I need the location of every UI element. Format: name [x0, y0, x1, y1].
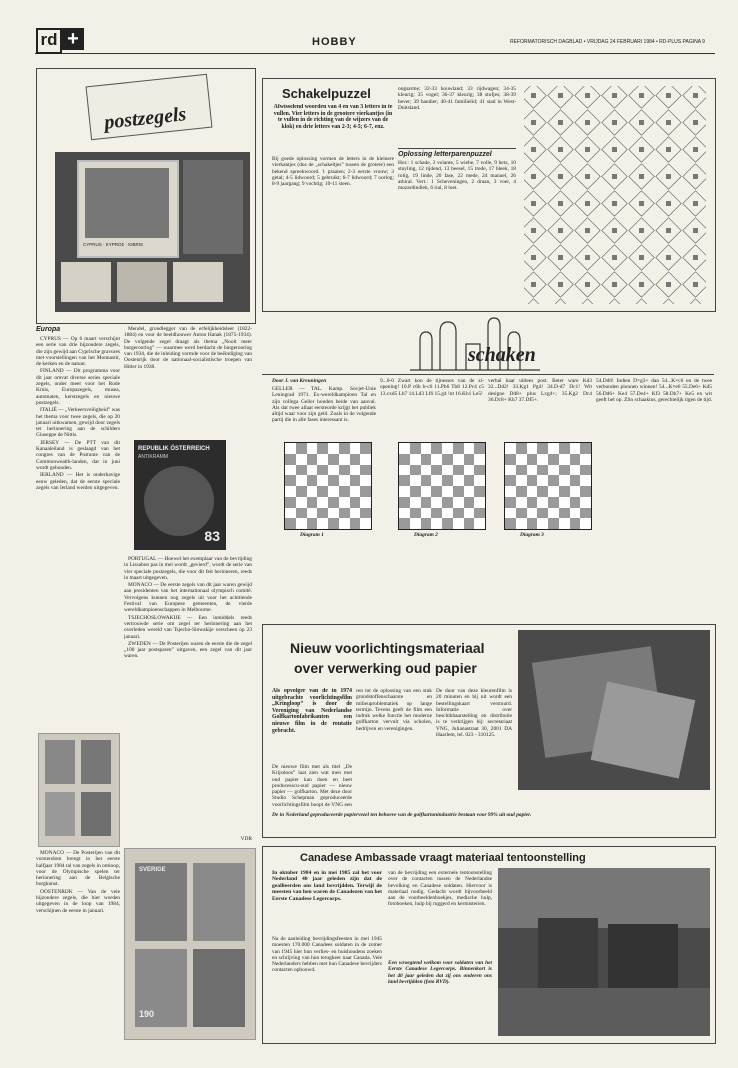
chess-square: [285, 475, 296, 486]
chess-square: [453, 454, 464, 465]
chess-square: [285, 454, 296, 465]
chess-square: [307, 497, 318, 508]
monaco-stamp-3: [45, 792, 75, 836]
chess-square: [516, 497, 527, 508]
chess-square: [559, 475, 570, 486]
chess-square: [431, 475, 442, 486]
chess-square: [580, 465, 591, 476]
europa-heading: Europa: [36, 326, 61, 333]
monaco-stamps: [38, 733, 120, 847]
chess-square: [453, 443, 464, 454]
sweden-stamp-4: [193, 949, 245, 1027]
chess-square: [328, 508, 339, 519]
chess-square: [570, 475, 581, 486]
chess-square: [464, 475, 475, 486]
diagram-3-caption: Diagram 3: [520, 532, 544, 538]
masthead-line: REFORMATORISCH DAGBLAD • VRIJDAG 24 FEBRUARI 1984 • RD-PLUS PAGINA 9: [510, 39, 705, 45]
chess-square: [505, 454, 516, 465]
chess-square: [537, 497, 548, 508]
austria-stamp-image: [144, 466, 214, 536]
chess-square: [442, 454, 453, 465]
chess-square: [505, 497, 516, 508]
chess-square: [527, 486, 538, 497]
chess-square: [399, 486, 410, 497]
monaco-stamp-4: [81, 792, 111, 836]
chess-square: [516, 508, 527, 519]
chess-square: [307, 486, 318, 497]
chess-square: [548, 454, 559, 465]
chess-square: [360, 454, 371, 465]
schaken-header: [350, 310, 590, 374]
chess-square: [285, 508, 296, 519]
chess-square: [431, 443, 442, 454]
chess-square: [410, 486, 421, 497]
chess-square: [537, 518, 548, 529]
chess-square: [548, 443, 559, 454]
canadese-lead: In oktober 1984 en in mei 1985 zal het voor Nederland 40 jaar geleden zijn dat de geallieerden ons land bevrijdden. Terwijl de meesten van hen waren de Canadezen van het Eerste Canadese Legercorps.: [272, 870, 382, 902]
stamp-small-1: [61, 262, 111, 302]
chess-square: [474, 486, 485, 497]
postzegels-col1_paras-paragraph: CYPRUS — Op 6 maart verschijnt een serie van drie bijzondere zegels, die zijn gewijd aan Cyprische gravures met voorstellingen van het Monnastir, de kerken en de natuur.: [36, 336, 120, 368]
chess-square: [350, 508, 361, 519]
chess-square: [296, 465, 307, 476]
chess-square: [296, 518, 307, 529]
sweden-stamp-3-value: 190: [139, 1009, 155, 1019]
chess-board-1: [284, 442, 372, 530]
chess-square: [559, 454, 570, 465]
chess-square: [442, 443, 453, 454]
chess-square: [548, 475, 559, 486]
chess-square: [317, 497, 328, 508]
chess-square: [559, 518, 570, 529]
chess-square: [442, 518, 453, 529]
chess-square: [548, 508, 559, 519]
diagram-1-caption: Diagram 1: [300, 532, 324, 538]
chess-square: [474, 475, 485, 486]
chess-square: [570, 486, 581, 497]
chess-square: [559, 443, 570, 454]
sweden-stamps: [124, 848, 256, 1040]
chess-square: [339, 508, 350, 519]
chess-square: [570, 508, 581, 519]
chess-square: [296, 443, 307, 454]
chess-square: [410, 454, 421, 465]
chess-square: [296, 497, 307, 508]
chess-square: [317, 486, 328, 497]
chess-square: [570, 518, 581, 529]
chess-square: [296, 508, 307, 519]
chess-square: [464, 497, 475, 508]
chess-square: [453, 497, 464, 508]
photo-sky: [498, 868, 710, 928]
chess-square: [537, 508, 548, 519]
chess-square: [474, 465, 485, 476]
postzegels-col1_paras-paragraph: JERSEY — De PTT van dit Kanaaleiland is geslaagd van het congres van de Postunie van de Commonwealth-landen, dat in juni wordt gehouden.: [36, 439, 120, 471]
chess-square: [410, 518, 421, 529]
chess-square: [328, 497, 339, 508]
chess-square: [474, 443, 485, 454]
chess-square: [410, 443, 421, 454]
chess-square: [516, 465, 527, 476]
cyprus-stamp-caption: CYPRUS · KYPROΣ · KIBRIS: [83, 242, 144, 247]
chess-square: [505, 443, 516, 454]
chess-square: [360, 475, 371, 486]
postzegels-col2b_paras-paragraph: PORTUGAL — Hoewel het exemplaar van de bevrijding in Lissabon pas in mei wordt „gevierd”, wordt de serie van vier speciale postzegels, die voor dit feit herinneren, reeds in maart uitgegeven.: [124, 556, 252, 581]
chess-square: [453, 475, 464, 486]
monaco-stamp-1: [45, 740, 75, 784]
chess-square: [399, 443, 410, 454]
chess-square: [360, 465, 371, 476]
chess-square: [505, 508, 516, 519]
stamp-sheet-photo: [55, 152, 250, 312]
chess-square: [360, 508, 371, 519]
postzegels-col2b_paras-paragraph: MONACO — De eerste zegels van dit jaar waren gewijd aan presidenten van het internationaal olympisch comité. Vervolgens kunnen nog zegels uit voor het achttiende Festival van Europese gemeenten, de vierde wereldkampioenschappen in Melbourne.: [124, 582, 252, 614]
chess-square: [350, 497, 361, 508]
chess-square: [548, 486, 559, 497]
chess-square: [307, 518, 318, 529]
sweden-stamp-1-label: SVERIGE: [139, 867, 166, 873]
chess-square: [285, 486, 296, 497]
chess-square: [328, 465, 339, 476]
chess-square: [548, 497, 559, 508]
chess-square: [474, 518, 485, 529]
chess-square: [360, 497, 371, 508]
paper-pile-photo: [518, 630, 710, 790]
chess-square: [421, 518, 432, 529]
chess-square: [505, 465, 516, 476]
schaken-title: schaken: [468, 344, 536, 366]
schakelpuzzel-body: Bij goede oplossing vormen de letters in de kleinere vierkantjes (dus de „schakeltjes” tussen de grotere) een bekend spreekwoord. 1 praalen; 2-3 eerste vrouw; 3 getal; 4-5 lidwoord; 5 gebruikt; 6-7 lidwoord; 7 oorlog; 8-9 jaargang; 9 vochtig; 10-11 steen.: [272, 156, 394, 188]
cyprus-stamp: [77, 160, 179, 258]
sweden-stamp-1: [135, 863, 187, 941]
chess-board-2: [398, 442, 486, 530]
chess-square: [399, 465, 410, 476]
austria-stamp-value: 83: [204, 528, 220, 544]
schakelpuzzel-title: Schakelpuzzel: [282, 86, 371, 101]
chess-square: [399, 518, 410, 529]
chess-square: [421, 497, 432, 508]
chess-square: [464, 465, 475, 476]
chess-square: [285, 465, 296, 476]
chess-square: [328, 443, 339, 454]
chess-square: [570, 443, 581, 454]
chess-square: [453, 518, 464, 529]
postzegels-title: postzegels: [103, 103, 188, 134]
chess-square: [516, 443, 527, 454]
canadese-column-2: van de bevrijding een externele tentoonstelling over de contacten tussen de Nederlandse bevolking en Canadese soldaten. Hiervoor is materiaal nodig. Gedacht wordt bijvoorbeeld aan de voorbeeldenboekjes, medische hulp, fotoboeken, hulp bij ruggerd en kermisterien.: [388, 870, 492, 908]
chess-square: [516, 475, 527, 486]
stamp-sheet-right: [183, 160, 243, 254]
postzegels-col1_paras-paragraph: ITALIË — „Verkeersveiligheid” was het thema voor twee zegels, die op 20 januari uitkwamen, gewijd door zegels ter herinnering aan de schilders Giuseppe de Nittis.: [36, 407, 120, 439]
chess-square: [307, 508, 318, 519]
chess-square: [431, 454, 442, 465]
photo-soldier-1: [538, 918, 598, 988]
logo-plus: +: [62, 28, 84, 50]
chess-square: [307, 443, 318, 454]
cyprus-stamp-image: [85, 168, 169, 238]
chess-square: [442, 508, 453, 519]
chess-square: [350, 454, 361, 465]
chess-square: [474, 454, 485, 465]
chess-square: [464, 518, 475, 529]
chess-square: [474, 508, 485, 519]
chess-square: [317, 443, 328, 454]
schaken-byline: Door J. van Kreuningen: [272, 378, 327, 384]
chess-square: [317, 508, 328, 519]
chess-square: [527, 454, 538, 465]
chess-square: [442, 486, 453, 497]
postzegels-column-1: [36, 336, 120, 726]
chess-square: [527, 518, 538, 529]
chess-square: [537, 465, 548, 476]
postzegels-col1b_paras-paragraph: MONACO — De Posterijen van dit vorstendom brengt in het eerste halfjaar 1984 tal van zegels in omloop, voor de Olympische spelen ter herinnering aan de Belgische borgkunst.: [36, 850, 120, 888]
chess-square: [527, 508, 538, 519]
chess-square: [339, 465, 350, 476]
chess-square: [580, 508, 591, 519]
chess-square: [580, 443, 591, 454]
austria-stamp-sub: ANTIKRAMM: [138, 454, 168, 460]
chess-square: [537, 475, 548, 486]
chess-square: [339, 454, 350, 465]
voorlichting-title-1: Nieuw voorlichtingsmateriaal: [290, 640, 485, 656]
chess-square: [350, 443, 361, 454]
postzegels-col1b_paras-paragraph: OOSTENRIJK — Van de vele bijzondere zegels, die hier worden uitgegeven in de loop van 1984, verschijnen de eerste in januari.: [36, 888, 120, 914]
diagram-2-caption: Diagram 2: [414, 532, 438, 538]
paper-pile-detail-2: [591, 682, 696, 779]
chess-square: [570, 465, 581, 476]
stamp-small-2: [117, 262, 167, 302]
chess-square: [421, 486, 432, 497]
chess-square: [570, 497, 581, 508]
chess-square: [527, 443, 538, 454]
postzegels-column-2b: [124, 556, 252, 834]
chess-square: [317, 465, 328, 476]
postzegels-column-1b: [36, 850, 120, 1040]
chess-square: [339, 443, 350, 454]
chess-square: [421, 454, 432, 465]
chess-square: [307, 475, 318, 486]
logo-rd: rd: [36, 28, 62, 54]
postzegels-column-2: [124, 326, 252, 434]
chess-square: [431, 518, 442, 529]
chess-square: [307, 454, 318, 465]
postzegels-signature: VDR: [240, 836, 252, 842]
chess-square: [548, 518, 559, 529]
chess-square: [328, 454, 339, 465]
schakelpuzzel-clues-2: ongsarme; 32-33 houwland; 33 rijdwagen; 34-35 kleurig; 35 vogel; 36-37 kleurig; 38 stofjes; 38-39 bever; 39 bandier; 40-41 familielid; 41 stad in West-Duitsland.: [398, 86, 516, 111]
chess-square: [453, 486, 464, 497]
chess-square: [410, 508, 421, 519]
chess-square: [296, 454, 307, 465]
chess-square: [516, 486, 527, 497]
chess-square: [505, 475, 516, 486]
chess-square: [537, 454, 548, 465]
chess-square: [410, 465, 421, 476]
chess-square: [431, 486, 442, 497]
schakelpuzzel-grid: [520, 82, 710, 308]
chess-square: [516, 454, 527, 465]
chess-square: [537, 443, 548, 454]
chess-square: [296, 486, 307, 497]
chess-square: [527, 497, 538, 508]
chess-square: [580, 497, 591, 508]
chess-square: [350, 475, 361, 486]
postzegels-col2_paras-paragraph: Mendel, grondlegger van de erfelijkheidsleer (1822-1884) en voor de beeldhouwer Anton Hanak (1875-1934). De volgende zegel draagt als thema „Nooit meer burgeroorlog” — waarmee werd herdacht de burgeroorlog van 1934, die de inleiding vormde voor de beëindiging van Oostenrijk door de nationaal-socialistische troepen van Hitler in 1938.: [124, 326, 252, 370]
chess-square: [399, 508, 410, 519]
schaken-rule: [262, 374, 714, 375]
stamp-small-3: [173, 262, 223, 302]
voorlichting-lead: Als opvolger van de in 1974 uitgebrachte voorlichtingsfilm „Kringloop” is door de Vereniging van Nederlandse Golfkartonfabrikanten een nieuwe film in de routatie gebracht.: [272, 688, 352, 734]
chess-square: [453, 508, 464, 519]
chess-square: [350, 465, 361, 476]
austria-stamp: [134, 440, 226, 550]
chess-square: [580, 518, 591, 529]
chess-square: [537, 486, 548, 497]
chess-square: [339, 497, 350, 508]
chess-square: [464, 508, 475, 519]
chess-square: [421, 475, 432, 486]
schaken-column-2: 9...0-0 Zwart kon de tijnesses van de zi-opening! 10.P c6b h-c6 11.Pb6 Tb8 12.Pc4 c5 13.cxd5 Lb7 14.Ld3 Lf6 15.g4 !nt 16.Kh1 Le5!: [380, 378, 484, 397]
chess-square: [360, 486, 371, 497]
canadese-column-1: Na de aanleiding bevrijdingsfeesten in mei 1945 moesten 170.000 Canadees soldaten in de zomer van 1945 hier hun verlies- en huishoudens zoeken en schrijving van hun terugkeer naar Canada. Vele Nederlanders hebben met hun Canadese bevrijders contacten opbouwd.: [272, 936, 382, 974]
chess-square: [360, 443, 371, 454]
chess-square: [431, 508, 442, 519]
schakelpuzzel-intro: Afwisselend woorden van 4 en van 3 letters in te vullen. Vier letters in de grootere vierkantjes (in te vullen in de richting van de wijzers van de klok) en drie letters van 2-3; 4-5; 6-7, enz.: [273, 104, 393, 130]
monaco-stamp-2: [81, 740, 111, 784]
chess-square: [464, 443, 475, 454]
chess-square: [570, 454, 581, 465]
photo-crowd: [498, 988, 710, 1036]
chess-square: [399, 454, 410, 465]
schaken-column-3: verbal haar uitlees post. Beter ware Kd3 32...Dd2! 33.Kg1 Pg4! 34.D-d7 Dc1! Wit designe Dd8+ plus Lxg4+; 35.Kg2 Dc4 36.Dc8+ Kh7 37.Df5+.: [488, 378, 592, 403]
postzegels-col1_paras-paragraph: FINLAND — Dit programma voor dit jaar omvat diverse series speciale zegels, onder meer voor het Rode Kruis, Europazegels, musea, automaten, kerstzegels en nieuwe postzegels.: [36, 368, 120, 406]
schaken-column-1: GELLER — TAL. Kamp. Sovjet-Unie Leningrad 1971. Ex-wereldkampioen Tal en zijn collega Geller houden beide van aanval. Als dat twee allaat eersteorde krijgt het publiek altijd waar voor zijn geld. Zoals in de volgende partij die in alle fases interessant is.: [272, 386, 376, 424]
chess-square: [474, 497, 485, 508]
canadese-photo-caption: Een wroegtend welkom voor soldaten van het Eerste Canadese Legercorps. Binnenkort is het 40 jaar geleden dat zij ons onderen ons land bevrijdden (foto RVD).: [388, 960, 492, 985]
chess-square: [527, 475, 538, 486]
chess-square: [548, 465, 559, 476]
chess-square: [421, 465, 432, 476]
section-title: HOBBY: [312, 36, 357, 48]
chess-square: [339, 518, 350, 529]
chess-square: [431, 497, 442, 508]
voorlichting-column-2: ren tot de oplossing van een stuk grondstoffenschaarste en milieuproblematiek op lange termijn. Tevens geeft de film een indruk welke functie het moderne golfkarton vervult via scholen, bedrijven en verenigingen.: [356, 688, 432, 732]
chess-square: [339, 486, 350, 497]
voorlichting-column-3: De duur van deze kleurenfilm is 20 minuten en bij uit wordt een bestellingskaart verstuurd. Informatie over beschikbaarstelling en distributie is te verkrijgen bij: secretariaat VNG, Julianastraat 30, 2001 DA Haarlem, tel. 023 - 310125.: [436, 688, 512, 739]
chess-square: [317, 454, 328, 465]
canadian-soldiers-photo: [498, 868, 710, 1036]
chess-square: [307, 465, 318, 476]
rd-plus-logo: [36, 28, 88, 50]
voorlichting-caption: De in Nederland geproduceerde papiervezel ten behoeve van de golfkartonindustrie bestaan voor 99% uit oud papier.: [272, 812, 532, 818]
chess-square: [285, 443, 296, 454]
chess-square: [580, 475, 591, 486]
chess-square: [559, 465, 570, 476]
chess-square: [410, 475, 421, 486]
voorlichting-column-1: De nieuwe film met als titel „De Krijsdoos” laat zien wat men met oud papier kan doen en heet producesscu-oud papier — nieuw papier — golfkarton. Met deze door Studio Schepman geproduceerde voorlichtingsfilm hoopt de VNG een: [272, 764, 352, 808]
chess-square: [410, 497, 421, 508]
chess-square: [464, 486, 475, 497]
schaken-column-4: 54.Dd6! Indien D×g3+ dan 54...K×c6 en de twee verbonden pionnen winnen! 54...K×e6 55.De6+ Kd5 56.Dd6+ Ke4 57.De4+ Kf3 58.Dh7+ Ke5 en wit geeft het op. Zlin schaakius, gerechtelijk tigen de tijd.: [596, 378, 712, 403]
chess-square: [317, 518, 328, 529]
chess-square: [559, 497, 570, 508]
chess-square: [559, 486, 570, 497]
chess-square: [360, 518, 371, 529]
chess-square: [328, 486, 339, 497]
chess-square: [350, 486, 361, 497]
chess-square: [580, 486, 591, 497]
oplossing-title: Oplossing letterparenpuzzel: [398, 148, 516, 158]
sweden-stamp-2: [193, 863, 245, 941]
voorlichting-title-2: over verwerking oud papier: [294, 660, 477, 676]
chess-square: [453, 465, 464, 476]
chess-square: [442, 497, 453, 508]
chess-square: [317, 475, 328, 486]
sweden-stamp-3: [135, 949, 187, 1027]
chess-square: [285, 497, 296, 508]
chess-square: [399, 497, 410, 508]
austria-stamp-label: REPUBLIK ÖSTERREICH: [138, 446, 210, 452]
chess-square: [339, 475, 350, 486]
chess-square: [442, 475, 453, 486]
chess-square: [399, 475, 410, 486]
chess-square: [350, 518, 361, 529]
postzegels-col2b_paras-paragraph: ZWEDEN — De Posterijen waren de eerste die de zegel „100 jaar postsparen” uitgaven, een zegel van dit jaar waren.: [124, 640, 252, 660]
chess-square: [296, 475, 307, 486]
postzegels-col2b_paras-paragraph: TSJECHOSLOWAKIJE — Een inmiddels reeds vertrouwde serie om zegel ter herinnering aan het overleden wereld van Tsjecho-Slowakije verscheen op 23 januari.: [124, 614, 252, 640]
chess-square: [431, 465, 442, 476]
chess-square: [421, 443, 432, 454]
chess-square: [464, 454, 475, 465]
postzegels-col1_paras-paragraph: IERLAND — Het is onderhavige eeuw geleden, dat de eerste speciale zegels van Ierland werden uitgegeven.: [36, 472, 120, 491]
chess-square: [516, 518, 527, 529]
chess-board-3: [504, 442, 592, 530]
chess-square: [527, 465, 538, 476]
chess-square: [505, 486, 516, 497]
chess-square: [421, 508, 432, 519]
chess-square: [328, 475, 339, 486]
chess-square: [559, 508, 570, 519]
chess-square: [328, 518, 339, 529]
chess-square: [285, 518, 296, 529]
oplossing-text: Hor.: 1 schade, 3 volante, 5 wiebe, 7 volle, 9 hetz, 10 stuyling, 12 rijdend, 13 beesel, 15 trede, 17 bleek, 18 rolig, 19 linde, 20 fase, 22 mede, 24 manuel, 26 athiral. Vert.: 1 Scheveningen, 2 draan, 3 voer, 4 mozardindiek, 6 rial, 8 loet.: [398, 160, 516, 192]
canadese-title: Canadese Ambassade vraagt materiaal tentoonstelling: [300, 852, 586, 864]
chess-square: [580, 454, 591, 465]
chess-square: [442, 465, 453, 476]
chess-square: [505, 518, 516, 529]
